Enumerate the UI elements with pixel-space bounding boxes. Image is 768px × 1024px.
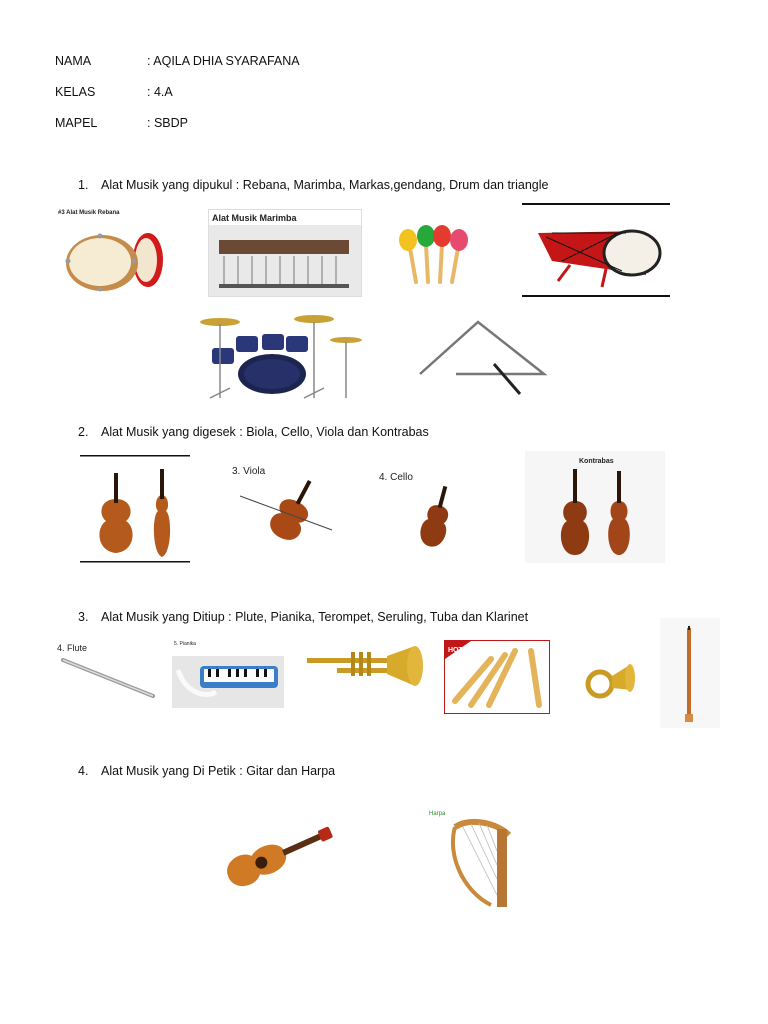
flute-caption: 4. Flute xyxy=(57,643,88,653)
viola-caption: 3. Viola xyxy=(232,466,266,477)
cello-caption: 4. Cello xyxy=(379,472,413,483)
harpa-image xyxy=(425,805,535,910)
drum-set-image xyxy=(190,310,380,402)
section-4-text: Alat Musik yang Di Petik : Gitar dan Harpa xyxy=(101,764,336,778)
marimba-image xyxy=(208,209,362,297)
section-4-number: 4. xyxy=(78,764,89,778)
name-value: : AQILA DHIA SYARAFANA xyxy=(147,54,300,68)
rebana-caption: #3 Alat Musik Rebana xyxy=(58,210,120,216)
cello-image xyxy=(375,455,493,565)
section-1-text: Alat Musik yang dipukul : Rebana, Marimba, Markas,gendang, Drum dan triangle xyxy=(101,178,549,192)
section-2-text: Alat Musik yang digesek : Biola, Cello, Viola dan Kontrabas xyxy=(101,425,429,439)
subject-label: MAPEL xyxy=(55,116,98,130)
section-1-number: 1. xyxy=(78,178,89,192)
kontrabas-image xyxy=(525,451,665,563)
section-3-number: 3. xyxy=(78,610,89,624)
maracas-image xyxy=(372,222,502,302)
gitar-image xyxy=(195,805,340,905)
subject-value: : SBDP xyxy=(147,116,188,130)
harpa-caption: Harpa xyxy=(429,811,446,817)
pianika-image xyxy=(172,638,284,708)
class-label: KELAS xyxy=(55,85,96,99)
pianika-caption: 5. Pianika xyxy=(174,641,196,647)
rebana-image xyxy=(56,205,184,297)
kontrabas-caption: Kontrabas xyxy=(579,458,614,465)
hot-badge: HOT xyxy=(448,647,463,654)
class-value: : 4.A xyxy=(147,85,173,99)
section-2-number: 2. xyxy=(78,425,89,439)
name-label: NAMA xyxy=(55,54,92,68)
section-3-text: Alat Musik yang Ditiup : Plute, Pianika, Terompet, Seruling, Tuba dan Klarinet xyxy=(101,610,529,624)
gendang-image xyxy=(522,203,670,297)
viola-image xyxy=(228,460,350,555)
terompet-image xyxy=(297,640,431,720)
marimba-caption: Alat Musik Marimba xyxy=(212,213,297,223)
biola-image xyxy=(80,455,192,565)
triangle-image xyxy=(412,318,552,402)
seruling-image xyxy=(444,640,550,714)
klarinet-image xyxy=(660,618,720,728)
tuba-image xyxy=(572,646,644,710)
flute-image xyxy=(55,640,163,710)
